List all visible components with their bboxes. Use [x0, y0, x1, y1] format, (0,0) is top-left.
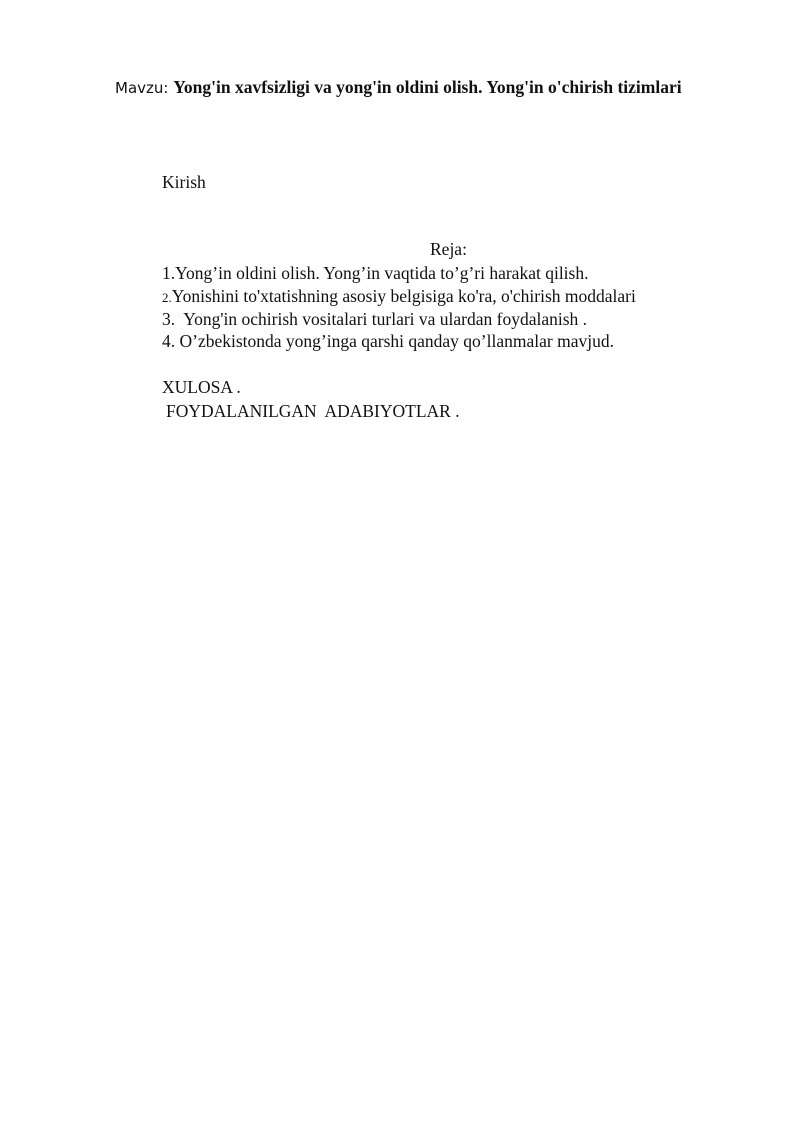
plan-item-number: 1. — [162, 263, 176, 283]
references-heading: FOYDALANILGAN ADABIYOTLAR . — [166, 401, 460, 421]
plan-item — [162, 330, 614, 352]
plan-item — [162, 308, 587, 330]
plan-heading: Reja: — [430, 239, 467, 259]
conclusion-heading: XULOSA . — [162, 377, 241, 397]
plan-item — [162, 285, 636, 309]
plan-item-text: Yong'in ochirish vositalari turlari va ulardan foydalanish . — [183, 309, 588, 329]
plan-item-text: Yonishini to'xtatishning asosiy belgisiga ko'ra, o'chirish moddalari — [171, 286, 636, 306]
plan-item-number: 4. — [162, 331, 180, 351]
plan-item — [162, 262, 588, 284]
plan-item-text: Yong’in oldini olish. Yong’in vaqtida to’g’ri harakat qilish. — [175, 263, 589, 283]
plan-item-text: O’zbekistonda yong’inga qarshi qanday qo’llanmalar mavjud. — [179, 331, 614, 351]
intro-heading: Kirish — [162, 172, 206, 192]
title-text: Yong'in xavfsizligi va yong'in oldini olish. Yong'in o'chirish tizimlari — [173, 77, 682, 97]
document-title — [115, 76, 682, 99]
title-prefix: Mavzu: — [115, 79, 174, 97]
plan-item-number: 3. — [162, 309, 184, 329]
plan-item-number: 2. — [162, 290, 172, 305]
